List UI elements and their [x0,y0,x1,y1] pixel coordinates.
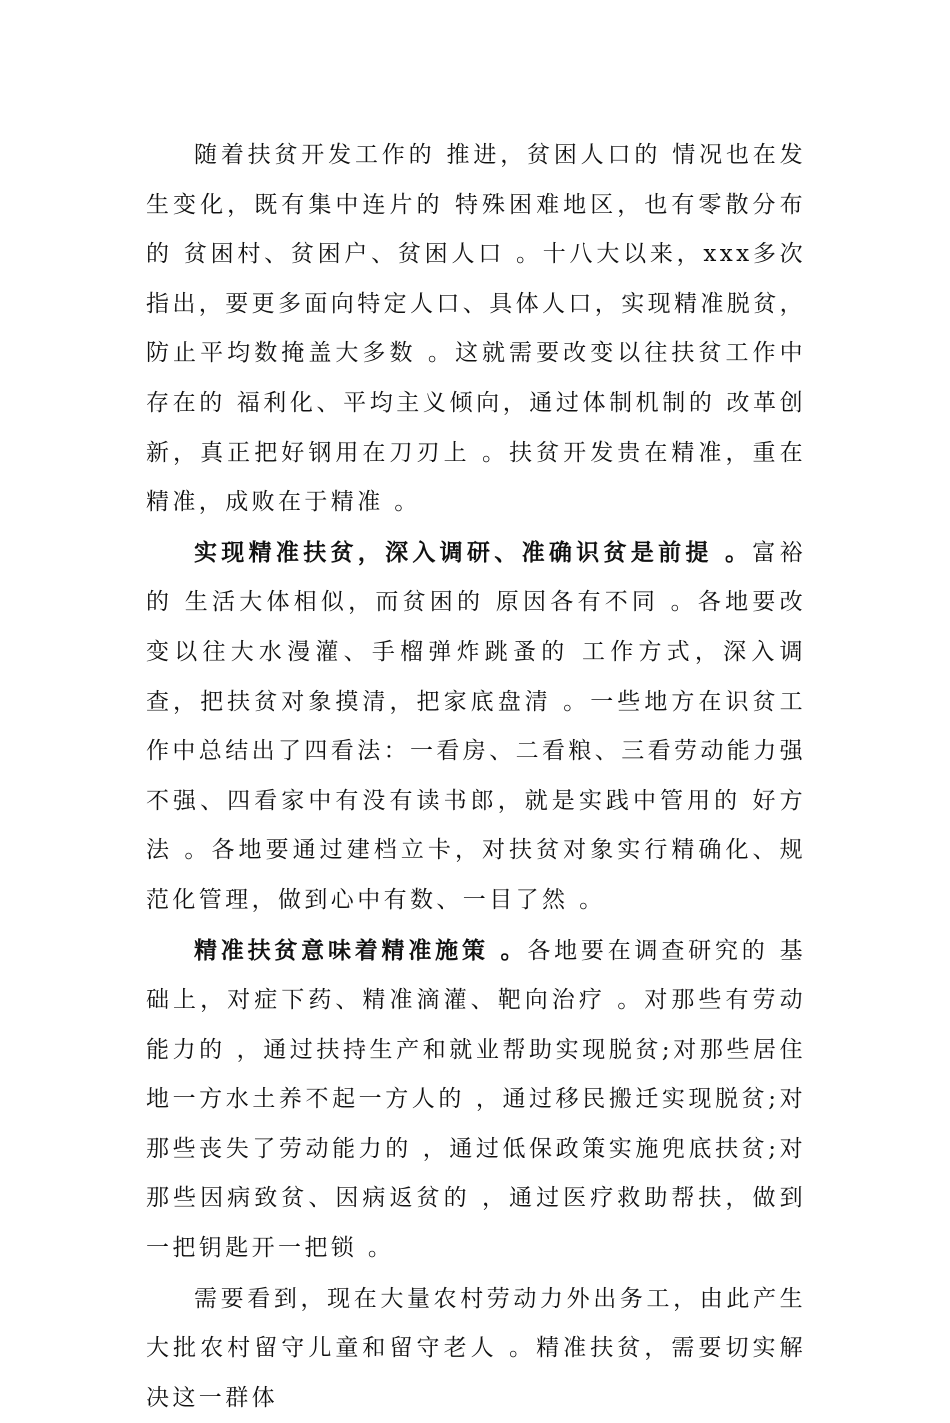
paragraph-2 [146,528,806,926]
paragraph-3-text: 各地要在调查研究的 基础上，对症下药、精准滴灌、靶向治疗 。对那些有劳动能力的 ，通过扶持生产和就业帮助实现脱贫;对那些居住地一方水土养不起一方人的 ，通过移民搬迁实现脱贫;对那些丧失了劳动能力的 ，通过低保政策实施兜底扶贫;对那些因病致贫、因病返贫的 ，通过医疗救助帮扶，做到一把钥匙开一把锁 。 [146,937,806,1262]
document-body [146,130,806,1423]
paragraph-3 [146,926,806,1274]
paragraph-4 [146,1274,806,1423]
paragraph-1 [146,130,806,528]
paragraph-1-text: 随着扶贫开发工作的 推进，贫困人口的 情况也在发生变化，既有集中连片的 特殊困难地区，也有零散分布的 贫困村、贫困户、贫困人口 。十八大以来，xxx多次指出，要更多面向特定人口、具体人口，实现精准脱贫，防止平均数掩盖大多数 。这就需要改变以往扶贫工作中存在的 福利化、平均主义倾向，通过体制机制的 改革创新，真正把好钢用在刀刃上 。扶贫开发贵在精准，重在精准，成败在于精准 。 [146,142,806,516]
paragraph-4-text: 需要看到，现在大量农村劳动力外出务工，由此产生大批农村留守儿童和留守老人 。精准扶贫，需要切实解决这一群体 [146,1285,806,1411]
paragraph-2-text: 富裕的 生活大体相似，而贫困的 原因各有不同 。各地要改变以往大水漫灌、手榴弹炸跳蚤的 工作方式，深入调查，把扶贫对象摸清，把家底盘清 。一些地方在识贫工作中总结出了四看法：一看房、二看粮、三看劳动能力强不强、四看家中有没有读书郎，就是实践中管用的 好方法 。各地要通过建档立卡，对扶贫对象实行精确化、规范化管理，做到心中有数、一目了然 。 [146,539,806,913]
paragraph-2-lead: 实现精准扶贫，深入调研、准确识贫是前提 。 [194,538,753,566]
paragraph-3-lead: 精准扶贫意味着精准施策 。 [194,936,528,964]
